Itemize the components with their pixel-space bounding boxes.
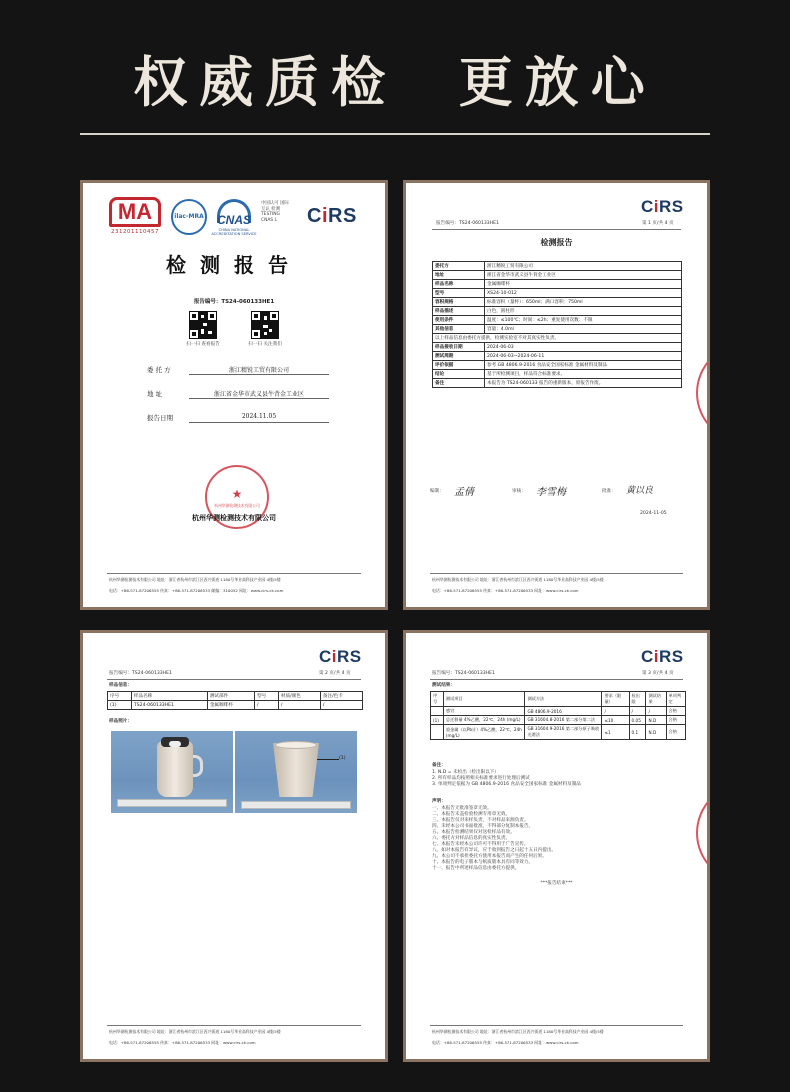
- qr1-caption: 扫一扫 查看报告: [186, 342, 220, 347]
- row-label: 评价依据: [433, 361, 485, 370]
- cirs-logo: CiRS: [641, 647, 684, 666]
- table-cell: N.D: [646, 716, 666, 725]
- table-row: [433, 334, 682, 343]
- table-cell: N.D: [646, 725, 666, 740]
- column-header: 材质/颜色: [278, 692, 320, 701]
- row-label: 备注: [433, 379, 485, 388]
- statement-title: 声明：: [432, 799, 446, 804]
- column-header: 型号: [254, 692, 278, 701]
- company-seal: ★ 杭州华测检测技术有限公司: [205, 465, 269, 529]
- table-cell: (1): [431, 716, 444, 725]
- row-value: 标准容积（量杯）：650ml；满口容积：750ml: [485, 298, 682, 307]
- table-row: [433, 361, 682, 370]
- headline-divider: [80, 133, 710, 135]
- statement-item: 十一、报告中所述样品信息由委托方提供。: [432, 866, 520, 871]
- statement-item: 十、本报告的电子版本与纸质版本具有同等效力。: [432, 860, 534, 865]
- statement-item: 五、本报告检测结果仅对送检样品有效。: [432, 830, 515, 835]
- cnas-logo: CNAS CHINA NATIONAL ACCREDITATION SERVICE: [211, 199, 257, 235]
- statement-item: 二、本报告未盖检验检测专用章无效。: [432, 812, 511, 817]
- row-label: 样品名称: [433, 280, 485, 289]
- column-header: 测试部件: [207, 692, 254, 701]
- table-cell: 合格: [666, 725, 685, 740]
- column-header: 要求（限量）: [602, 692, 629, 707]
- statement-item: 九、本公司不承担委托方使用本报告而产生的任何后果。: [432, 854, 547, 859]
- footer-divider: [107, 1025, 361, 1026]
- footer-address: 杭州华测检测技术有限公司 地址：浙江省杭州市滨江区西兴街道 1180号华业高科技产业园 4楼/5楼: [109, 577, 281, 582]
- statement-item: 三、本报告仅对来样负责，不对样品来源负责。: [432, 818, 529, 823]
- column-header: 测试结果: [646, 692, 666, 707]
- row-value: 2024-06-03~2024-06-11: [485, 352, 682, 361]
- column-header: 样品名称: [131, 692, 207, 701]
- table-row: [431, 716, 686, 725]
- row-label: 样品描述: [433, 307, 485, 316]
- client-label: 委 托 方: [147, 366, 171, 374]
- header-divider: [430, 679, 683, 680]
- row-value: 参考 GB 4806.9-2016 食品安全国家标准 金属材料及制品: [485, 361, 682, 370]
- table-cell: 0.1: [629, 725, 646, 740]
- statement-item: 七、本报告未经本公司许可不得用于广告宣传。: [432, 842, 529, 847]
- table-cell: 金属咖啡杯: [207, 701, 254, 710]
- note-item: 2. 所有样品均按照相关标准要求进行处理后测试: [432, 776, 530, 781]
- row-label: 容积规格: [433, 298, 485, 307]
- approver-signature: 黄以良: [626, 486, 654, 496]
- cirs-logo: CiRS: [641, 197, 684, 216]
- footer-divider: [107, 573, 361, 574]
- report-summary-table: [432, 261, 682, 388]
- table-cell: GB 31604.9-2016 第二部分原子吸收光谱法: [525, 725, 602, 740]
- row-label: 地址: [433, 271, 485, 280]
- table-cell: /: [602, 707, 629, 716]
- table-row: [433, 298, 682, 307]
- address-label: 地 址: [147, 390, 163, 398]
- compiler-signature: 孟倩: [454, 487, 474, 498]
- table-row: [431, 725, 686, 740]
- table-row: [433, 262, 682, 271]
- footer-contacts: 电话：+86-571-87206555 传真：+86-571-87206533 网址：www.cirs-ck.com: [432, 1040, 579, 1045]
- table-cell: (1): [108, 701, 132, 710]
- footer-divider: [430, 1025, 683, 1026]
- client-value: 浙江精锐工贸有限公司: [189, 365, 329, 375]
- row-value: 金属咖啡杯: [485, 280, 682, 289]
- report-end: ***报告结束***: [540, 881, 573, 886]
- column-header: 单项判定: [666, 692, 685, 707]
- header-divider: [107, 679, 361, 680]
- table-cell: /: [646, 707, 666, 716]
- footer-address: 杭州华测检测技术有限公司 地址：浙江省杭州市滨江区西兴街道 1180号华业高科技产业园 4楼/5楼: [432, 1029, 604, 1034]
- sample-photo-title: 样品照片：: [109, 719, 132, 724]
- column-header: 序号: [431, 692, 444, 707]
- row-label: 型号: [433, 289, 485, 298]
- table-cell: 总迁移量 4%乙酸，22℃，24h (mg/L): [443, 716, 525, 725]
- table-row: [433, 343, 682, 352]
- edge-seal: [696, 783, 710, 883]
- report-summary-page: [403, 180, 710, 610]
- table-row: [433, 316, 682, 325]
- approval-date: 2024-11-05: [640, 511, 667, 516]
- table-cell: GB 31604.8-2016 第二部分第二法: [525, 716, 602, 725]
- table-cell: [431, 707, 444, 716]
- table-cell: 感官: [443, 707, 525, 716]
- cirs-logo: CiRS: [319, 647, 362, 666]
- address-row: [147, 387, 357, 401]
- report-number: 报告编号：TS24-060133HE1: [193, 299, 275, 305]
- footer-divider: [430, 573, 683, 574]
- wechat-qr-code: [251, 311, 279, 339]
- qr2-caption: 扫一扫 关注我们: [248, 342, 282, 347]
- row-label: 样品接收日期: [433, 343, 485, 352]
- page-headline: 权威质检 更放心: [133, 51, 657, 114]
- note-item: 1. N.D = 未检出（检出限以下）: [432, 770, 499, 775]
- report-date-label: 报告日期: [147, 414, 173, 422]
- report-title: 检测报告: [166, 253, 302, 277]
- row-value: 浙江精锐工贸有限公司: [485, 262, 682, 271]
- table-cell: GB 4806.9-2016: [525, 707, 602, 716]
- statement-item: 四、未经本公司书面批准，不得部分复制本报告。: [432, 824, 534, 829]
- row-value: 白色，圆柱形: [485, 307, 682, 316]
- statement-list: [432, 806, 682, 872]
- report-date-value: 2024.11.05: [189, 413, 329, 423]
- page-title: 检测报告: [540, 237, 573, 247]
- reviewer-signature: 李雪梅: [536, 487, 566, 498]
- column-header: 序号: [108, 692, 132, 701]
- sample-photo-2: [235, 731, 357, 813]
- cma-logo-mark: MA: [109, 197, 161, 227]
- row-label: 结论: [433, 370, 485, 379]
- column-header: 测试方法: [525, 692, 602, 707]
- table-cell: ≤1: [602, 725, 629, 740]
- page-number: 第 3 页/共 4 页: [642, 671, 674, 676]
- footer-contacts: 电话：+86-571-87206555 传真：+86-571-87206533 网址：www.cirs-ck.com: [432, 588, 579, 593]
- table-row: [433, 280, 682, 289]
- test-results-page: [403, 630, 710, 1062]
- signatures: 编制： 孟倩 审核： 李雪梅 批准： 黄以良 2024-11-05: [426, 483, 696, 519]
- table-row: [433, 370, 682, 379]
- statement-item: 八、如对本报告有异议，应于收到报告之日起十五日内提出。: [432, 848, 557, 853]
- report-number: 报告编号：TS24-060133HE1: [436, 221, 500, 226]
- table-row: [433, 289, 682, 298]
- report-cover-page: [80, 180, 388, 610]
- page-number: 第 1 页/共 4 页: [642, 221, 674, 226]
- row-value: 容量：4.0ml: [485, 325, 682, 334]
- row-value: 基于所检测项目，样品符合标准要求。: [485, 370, 682, 379]
- client-row: [147, 363, 357, 377]
- row-value: 浙江省金华市武义县牛背金工业区: [485, 271, 682, 280]
- sample-info-title: 样品信息：: [109, 683, 132, 688]
- cma-logo: [109, 197, 161, 239]
- table-cell: ≤10: [602, 716, 629, 725]
- table-cell: TS24-060133HE1: [131, 701, 207, 710]
- cma-number: 231201110457: [111, 229, 159, 235]
- photo-tag: (1): [339, 756, 346, 761]
- footer-address: 杭州华测检测技术有限公司 地址：浙江省杭州市滨江区西兴街道 1180号华业高科技产业园 4楼/5楼: [109, 1029, 281, 1034]
- footer-contacts: 电话：+86-571-87206555 传真：+86-571-87206533 网址：www.cirs-ck.com: [109, 1040, 256, 1045]
- table-row: [433, 271, 682, 280]
- row-label: 测试周期: [433, 352, 485, 361]
- ilac-mra-logo: ilac-MRA: [171, 199, 207, 235]
- row-value: 2024-06-03: [485, 343, 682, 352]
- statement-item: 一、本报告无批准签章无效。: [432, 806, 492, 811]
- edge-seal: [696, 343, 710, 443]
- table-cell: /: [320, 701, 362, 710]
- table-cell: [431, 725, 444, 740]
- statement-item: 六、委托方对样品信息的真实性负责。: [432, 836, 511, 841]
- column-header: 检出限: [629, 692, 646, 707]
- table-cell: /: [254, 701, 278, 710]
- table-cell: 0.05: [629, 716, 646, 725]
- report-number: 报告编号：TS24-060133HE1: [432, 671, 496, 676]
- sample-info-page: [80, 630, 388, 1062]
- page-number: 第 2 页/共 4 页: [319, 671, 351, 676]
- row-value: 本报告为 TS24-060133 报告的重新版本，原报告作废。: [485, 379, 682, 388]
- table-row: [433, 352, 682, 361]
- notes-title: 备注：: [432, 763, 446, 768]
- report-date-row: [147, 411, 357, 425]
- address-value: 浙江省金华市武义县牛背金工业区: [189, 389, 329, 399]
- table-row: [433, 379, 682, 388]
- row-value: 温度：≤100℃；时间：≤2h；重复使用次数：不限: [485, 316, 682, 325]
- cirs-logo: CiRS: [307, 205, 357, 227]
- row-note: 以上样品信息由委托方提供，检测实验室不对其真实性负责。: [433, 334, 682, 343]
- table-cell: /: [278, 701, 320, 710]
- report-number: 报告编号：TS24-060133HE1: [109, 671, 173, 676]
- table-cell: 合格: [666, 716, 685, 725]
- table-row: [433, 307, 682, 316]
- sample-info-table: [107, 691, 363, 710]
- column-header: 测试项目: [443, 692, 525, 707]
- row-label: 委托方: [433, 262, 485, 271]
- header-divider: [432, 229, 681, 230]
- sample-photo-1: [111, 731, 233, 813]
- row-value: XS24-10-012: [485, 289, 682, 298]
- accreditation-text: 中国认可 国际互认 检测 TESTING CNAS L: [261, 201, 289, 223]
- report-qr-code: [189, 311, 217, 339]
- row-label: 使用条件: [433, 316, 485, 325]
- table-cell: 重金属（以Pb计）4%乙酸，22℃，24h (mg/L): [443, 725, 525, 740]
- column-header: 备注/色卡: [320, 692, 362, 701]
- test-results-title: 测试结果：: [432, 683, 455, 688]
- table-cell: 合格: [666, 707, 685, 716]
- row-label: 其他信息: [433, 325, 485, 334]
- table-row: [431, 707, 686, 716]
- test-results-table: [430, 691, 686, 740]
- footer-contacts: 电话：+86-571-87206555 传真：+86-571-87206533 邮编：310052 网址：www.cirs-ck.com: [109, 588, 284, 593]
- footer-address: 杭州华测检测技术有限公司 地址：浙江省杭州市滨江区西兴街道 1180号华业高科技产业园 4楼/5楼: [432, 577, 604, 582]
- notes-list: [432, 770, 682, 788]
- table-row: [433, 325, 682, 334]
- issuing-company: 杭州华测检测技术有限公司: [192, 513, 276, 522]
- note-item: 3. 单项判定依据为 GB 4806.9-2016 食品安全国家标准 金属材料及制品: [432, 782, 581, 787]
- table-cell: /: [629, 707, 646, 716]
